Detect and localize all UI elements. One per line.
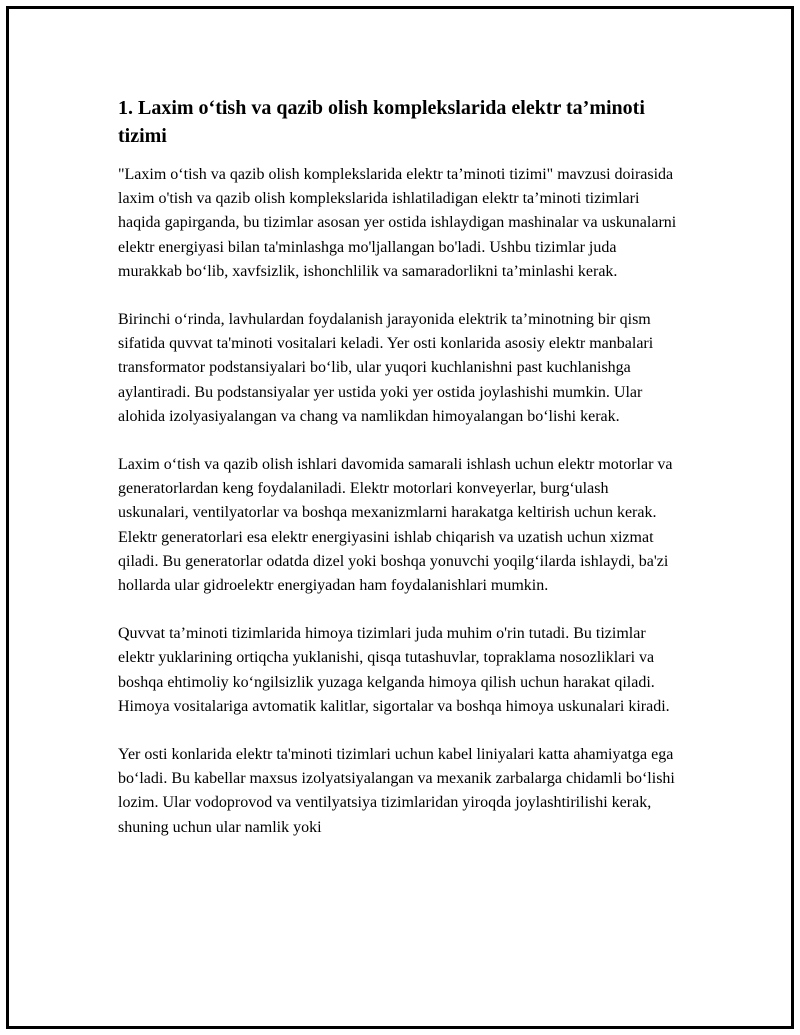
section-heading: 1. Laxim o‘tish va qazib olish komplekslarida elektr ta’minoti tizimi: [118, 97, 645, 147]
paragraph-motors-generators: Laxim o‘tish va qazib olish ishlari davomida samarali ishlash uchun elektr motorlar va generatorlardan keng foydalaniladi. Elektr motorlari konveyerlar, burg‘ulash uskunalari, ventilyatorlar va boshqa mexanizmlarni harakatga keltirish uchun kerak. Elektr generatorlari esa elektr energiyasini ishlab chiqarish va uzatish uchun xizmat qiladi. Bu generatorlar odatda dizel yoki boshqa yonuvchi yoqilg‘ilarda ishlaydi, ba'zi hollarda ular gidroelektr energiyadan ham foydalanishlari mumkin.: [118, 456, 673, 595]
paragraph-protection-systems: Quvvat ta’minoti tizimlarida himoya tizimlari juda muhim o'rin tutadi. Bu tizimlar elektr yuklarining ortiqcha yuklanishi, qisqa tutashuvlar, topraklama nosozliklari va boshqa ehtimoliy ko‘ngilsizlik yuzaga kelganda himoya qilish uchun harakat qiladi. Himoya vositalariga avtomatik kalitlar, sigortalar va boshqa himoya uskunalari kiradi.: [118, 625, 670, 715]
document-body: [118, 94, 680, 840]
paragraph-cable-lines: Yer osti konlarida elektr ta'minoti tizimlari uchun kabel liniyalari katta ahamiyatga ega bo‘ladi. Bu kabellar maxsus izolyatsiyalangan va mexanik zarbalarga chidamli bo‘lishi lozim. Ular vodoprovod va ventilyatsiya tizimlaridan yiroqda joylashtirilishi kerak, shuning uchun ular namlik yoki: [118, 746, 675, 836]
paragraph-intro: "Laxim o‘tish va qazib olish komplekslarida elektr ta’minoti tizimi" mavzusi doirasida laxim o'tish va qazib olish komplekslarida ishlatiladigan elektr ta’minoti tizimlari haqida gapirganda, bu tizimlar asosan yer ostida ishlaydigan mashinalar va uskunalarni elektr energiyasi bilan ta'minlashga mo'ljallangan bo'ladi. Ushbu tizimlar juda murakkab bo‘lib, xavfsizlik, ishonchlilik va samaradorlikni ta’minlashi kerak.: [118, 166, 677, 280]
paragraph-transformer-substations: Birinchi o‘rinda, lavhulardan foydalanish jarayonida elektrik ta’minotning bir qism sifatida quvvat ta'minoti vositalari keladi. Yer osti konlarida asosiy elektr manbalari transformator podstansiyalari bo‘lib, ular yuqori kuchlanishni past kuchlanishga aylantiradi. Bu podstansiyalar yer ustida yoki yer ostida joylashishi mumkin. Ular alohida izolyasiyalangan va chang va namlikdan himoyalangan bo‘lishi kerak.: [118, 311, 654, 425]
